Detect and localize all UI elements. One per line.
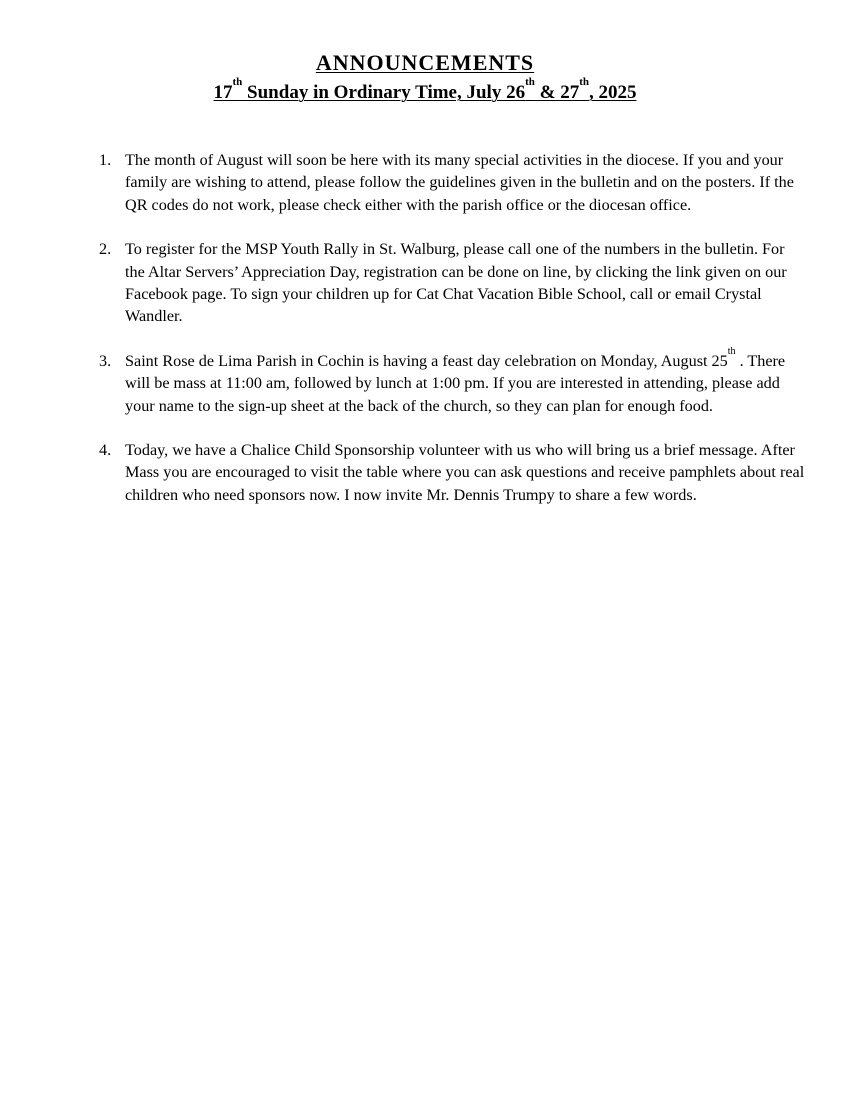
subtitle-text: Sunday in Ordinary Time, July 26 bbox=[242, 82, 526, 103]
announcement-text: Today, we have a Chalice Child Sponsorship volunteer with us who will bring us a brief message. After Mass you are encouraged to visit the table where you can ask questions and receive pamphlets about real children who need sponsors now. I now invite Mr. Dennis Trumpy to share a few words. bbox=[125, 441, 805, 504]
page-subtitle bbox=[0, 76, 850, 106]
announcement-text: Saint Rose de Lima Parish in Cochin is having a feast day celebration on Monday, August 25 bbox=[125, 351, 728, 370]
announcement-list bbox=[96, 149, 806, 528]
announcement-superscript: th bbox=[727, 345, 736, 357]
subtitle-superscript: th bbox=[579, 76, 589, 88]
announcement-text: The month of August will soon be here with its many special activities in the diocese. If you and your family are wishing to attend, please follow the guidelines given in the bulletin and on the posters. If the QR codes do not work, please check either with the parish office or the diocesan office. bbox=[125, 151, 794, 214]
subtitle-superscript: th bbox=[525, 76, 535, 88]
subtitle-text: , 2025 bbox=[588, 82, 637, 103]
announcement-number: 1. bbox=[99, 151, 112, 169]
announcement-item-4 bbox=[96, 439, 806, 506]
announcement-item-1 bbox=[96, 149, 806, 216]
subtitle-text: & 27 bbox=[534, 82, 580, 103]
announcement-text: To register for the MSP Youth Rally in St. Walburg, please call one of the numbers in the bulletin. For the Altar Servers’ Appreciation Day, registration can be done on line, by clicking the link given on our Facebook page. To sign your children up for Cat Chat Vacation Bible School, call or email Crystal Wandler. bbox=[125, 240, 787, 326]
announcement-number: 3. bbox=[99, 351, 112, 370]
announcement-number: 2. bbox=[99, 240, 112, 259]
subtitle-superscript: th bbox=[232, 76, 243, 88]
page-title: ANNOUNCEMENTS bbox=[315, 50, 535, 75]
announcement-item-3 bbox=[96, 345, 806, 417]
announcement-item-2 bbox=[96, 238, 806, 328]
announcement-text-continued: . There will be mass at 11:00 am, followed by lunch at 1:00 pm. If you are interested in attending, please add your name to the sign-up sheet at the back of the church, so they can plan for enough food. bbox=[125, 351, 786, 415]
subtitle-text: 17 bbox=[213, 82, 233, 103]
announcement-number: 4. bbox=[99, 441, 112, 460]
